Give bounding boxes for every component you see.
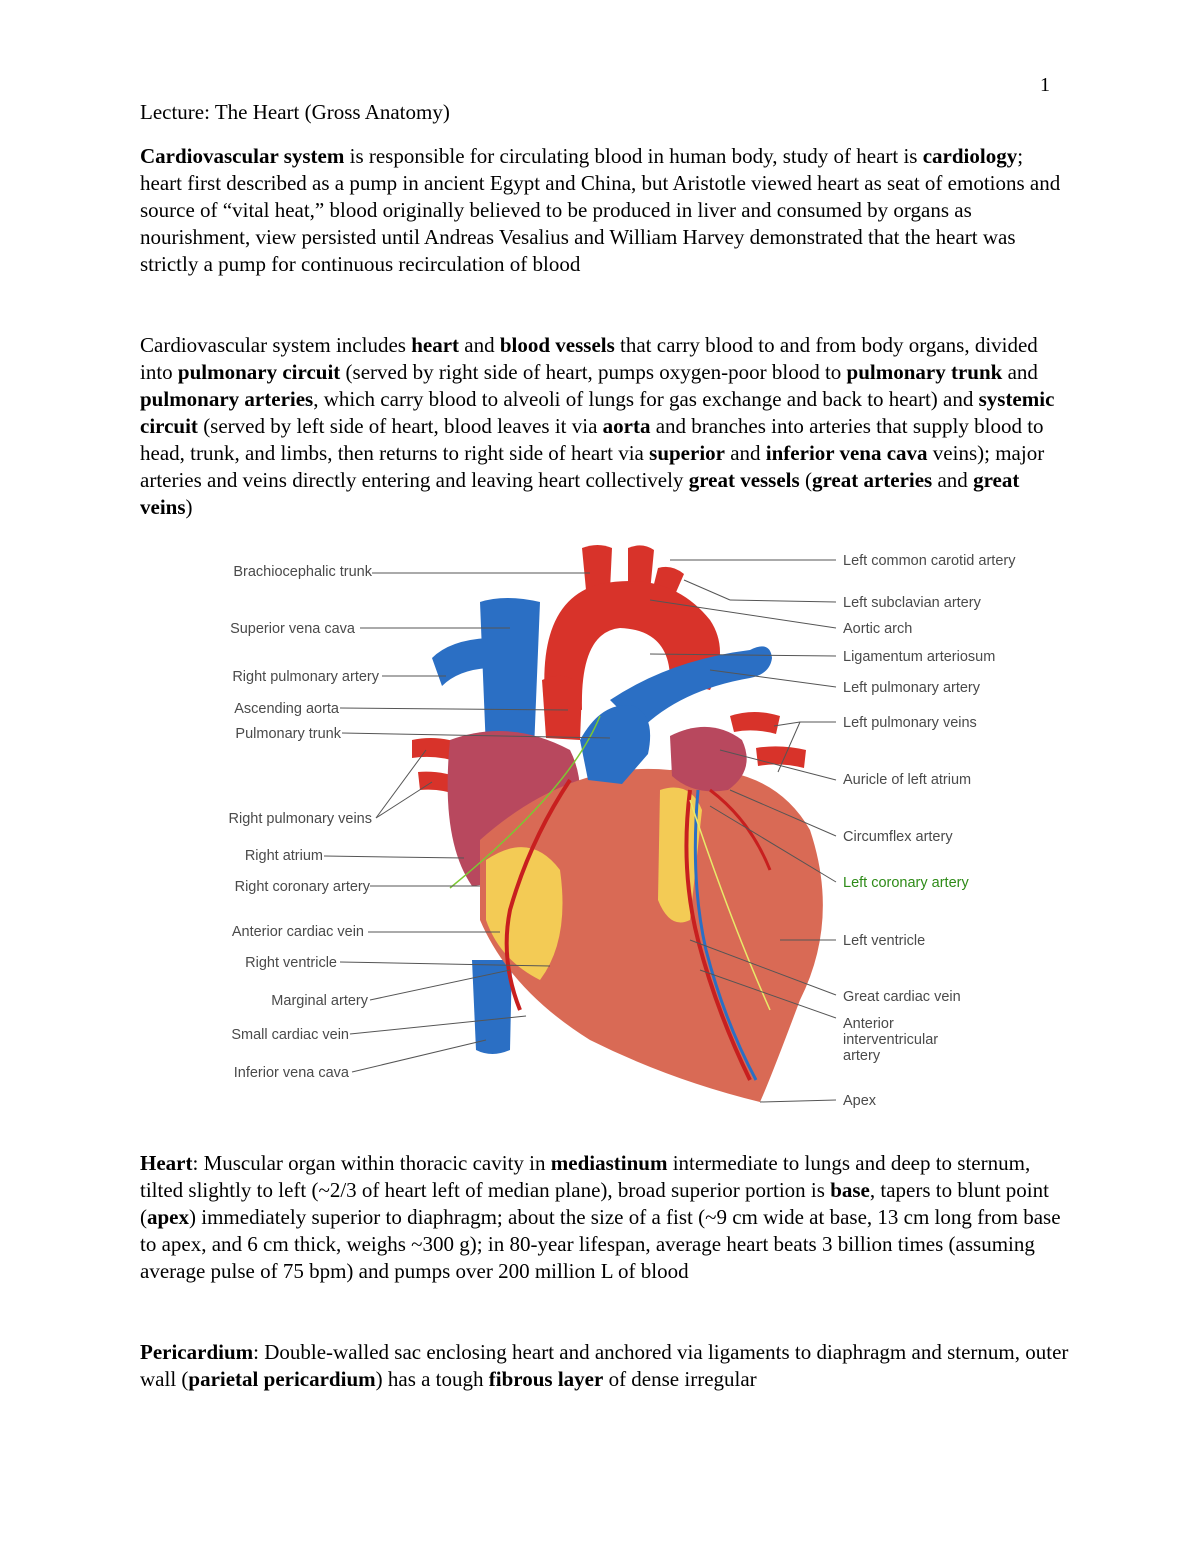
bold-term: base [830, 1178, 870, 1202]
right-pulmonary-artery-shape [432, 638, 488, 686]
bold-term: great veins [140, 468, 1020, 519]
label-left-ventricle: Left ventricle [843, 933, 926, 949]
bold-term: systemic circuit [140, 387, 1055, 438]
label-inferior-vena-cava: Inferior vena cava [233, 1065, 349, 1081]
text-run: ) has a tough [375, 1367, 489, 1391]
text-run: and [932, 468, 974, 492]
text-run: ; heart first described as a pump in ancient Egypt and China, but Aristotle viewed heart as seat of emotions and source of “vital heat,” blood originally believed to be produced in liver and consumed by organs as nourishment, view persisted until Andreas Vesalius and William Harvey demonstrated that the heart was strictly a pump for continuous recirculation of blood [140, 144, 1061, 276]
paragraph-circuits [140, 332, 1070, 521]
bold-term: cardiology [922, 144, 1018, 168]
label-left-coronary-artery: Left coronary artery [843, 875, 969, 891]
bold-term: mediastinum [550, 1151, 668, 1175]
text-run: and [1002, 360, 1038, 384]
bold-term: pulmonary trunk [846, 360, 1003, 384]
text-run: ) immediately superior to diaphragm; about the size of a fist (~9 cm wide at base, 13 cm long from base to apex, and 6 cm thick, weighs ~300 g); in 80-year lifespan, average heart beats 3 billion times (assuming average pulse of 75 bpm) and pumps over 200 million L of blood [140, 1205, 1061, 1283]
text-run: (served by left side of heart, blood leaves it via [197, 414, 603, 438]
superior-vena-cava-shape [480, 598, 540, 750]
ascending-aorta-shape [542, 676, 582, 740]
text-run: and branches into arteries that supply blood to head, trunk, and limbs, then returns to right side of heart via [140, 414, 1044, 465]
paragraph-heart [140, 1150, 1070, 1285]
label-right-atrium: Right atrium [244, 848, 323, 864]
bold-term: heart [411, 333, 460, 357]
label-circumflex-artery: Circumflex artery [843, 829, 953, 845]
bold-term: Cardiovascular system [140, 144, 345, 168]
bold-term: Pericardium [140, 1340, 254, 1364]
label-anterior-interventricular-artery-line3: artery [843, 1048, 881, 1064]
heart-anatomy-figure [150, 540, 1050, 1120]
bold-term: inferior vena cava [765, 441, 928, 465]
label-small-cardiac-vein: Small cardiac vein [231, 1027, 349, 1043]
text-run: and [459, 333, 500, 357]
label-aortic-arch: Aortic arch [843, 621, 913, 637]
text-run: : Double-walled sac enclosing heart and anchored via ligaments to diaphragm and sternum, outer wall ( [140, 1340, 1069, 1391]
text-run: is responsible for circulating blood in human body, study of heart is [344, 144, 923, 168]
bold-term: Heart [140, 1151, 193, 1175]
bold-term: pulmonary arteries [140, 387, 314, 411]
bold-term: pulmonary circuit [177, 360, 341, 384]
label-right-pulmonary-veins: Right pulmonary veins [228, 811, 372, 827]
label-pulmonary-trunk: Pulmonary trunk [235, 726, 341, 742]
bold-term: great arteries [811, 468, 933, 492]
bold-term: blood vessels [499, 333, 615, 357]
label-left-pulmonary-veins: Left pulmonary veins [843, 715, 977, 731]
text-run: Cardiovascular system includes [140, 333, 412, 357]
label-apex: Apex [843, 1093, 877, 1109]
paragraph-cardiovascular-system [140, 143, 1070, 278]
text-run: intermediate to lungs and deep to sternum, tilted slightly to left (~2/3 of heart left of median plane), broad superior portion is [140, 1151, 1031, 1202]
label-right-coronary-artery: Right coronary artery [234, 879, 370, 895]
label-right-pulmonary-artery: Right pulmonary artery [232, 669, 379, 685]
text-run: ) [185, 495, 193, 519]
text-run: of dense irregular [603, 1367, 757, 1391]
bold-term: fibrous layer [488, 1367, 604, 1391]
text-run: (served by right side of heart, pumps oxygen-poor blood to [340, 360, 847, 384]
heart-illustration [412, 545, 823, 1102]
text-run: ( [799, 468, 812, 492]
bold-term: great vessels [688, 468, 800, 492]
text-run: and [724, 441, 766, 465]
text-run: veins); major arteries and veins directly entering and leaving heart collectively [140, 441, 1045, 492]
auricle-left-atrium-shape [670, 727, 747, 791]
label-left-subclavian-artery: Left subclavian artery [843, 595, 981, 611]
bold-term: superior [649, 441, 725, 465]
lecture-title: Lecture: The Heart (Gross Anatomy) [140, 100, 450, 124]
label-auricle-of-left-atrium: Auricle of left atrium [843, 772, 972, 788]
label-right-ventricle: Right ventricle [245, 955, 337, 971]
label-anterior-cardiac-vein: Anterior cardiac vein [231, 924, 364, 940]
text-run: : Muscular organ within thoracic cavity in [192, 1151, 551, 1175]
label-left-pulmonary-artery: Left pulmonary artery [843, 680, 981, 696]
page-number: 1 [1040, 74, 1050, 96]
label-ligamentum-arteriosum: Ligamentum arteriosum [843, 649, 996, 665]
text-run: that carry blood to and from body organs, divided into [140, 333, 1038, 384]
text-run: , tapers to blunt point ( [140, 1178, 1049, 1229]
label-left-common-carotid-artery: Left common carotid artery [843, 553, 1016, 569]
text-run: , which carry blood to alveoli of lungs for gas exchange and back to heart) and [313, 387, 979, 411]
label-anterior-interventricular-artery-line2: interventricular [843, 1032, 939, 1048]
left-pulmonary-veins-shape [730, 712, 780, 734]
label-marginal-artery: Marginal artery [271, 993, 368, 1009]
bold-term: aorta [602, 414, 651, 438]
bold-term: parietal pericardium [188, 1367, 376, 1391]
label-brachiocephalic-trunk: Brachiocephalic trunk [233, 564, 372, 580]
label-ascending-aorta: Ascending aorta [234, 701, 339, 717]
label-anterior-interventricular-artery-line1: Anterior [843, 1016, 894, 1032]
bold-term: apex [147, 1205, 189, 1229]
paragraph-pericardium [140, 1339, 1070, 1393]
label-great-cardiac-vein: Great cardiac vein [843, 989, 961, 1005]
label-superior-vena-cava: Superior vena cava [230, 621, 355, 637]
